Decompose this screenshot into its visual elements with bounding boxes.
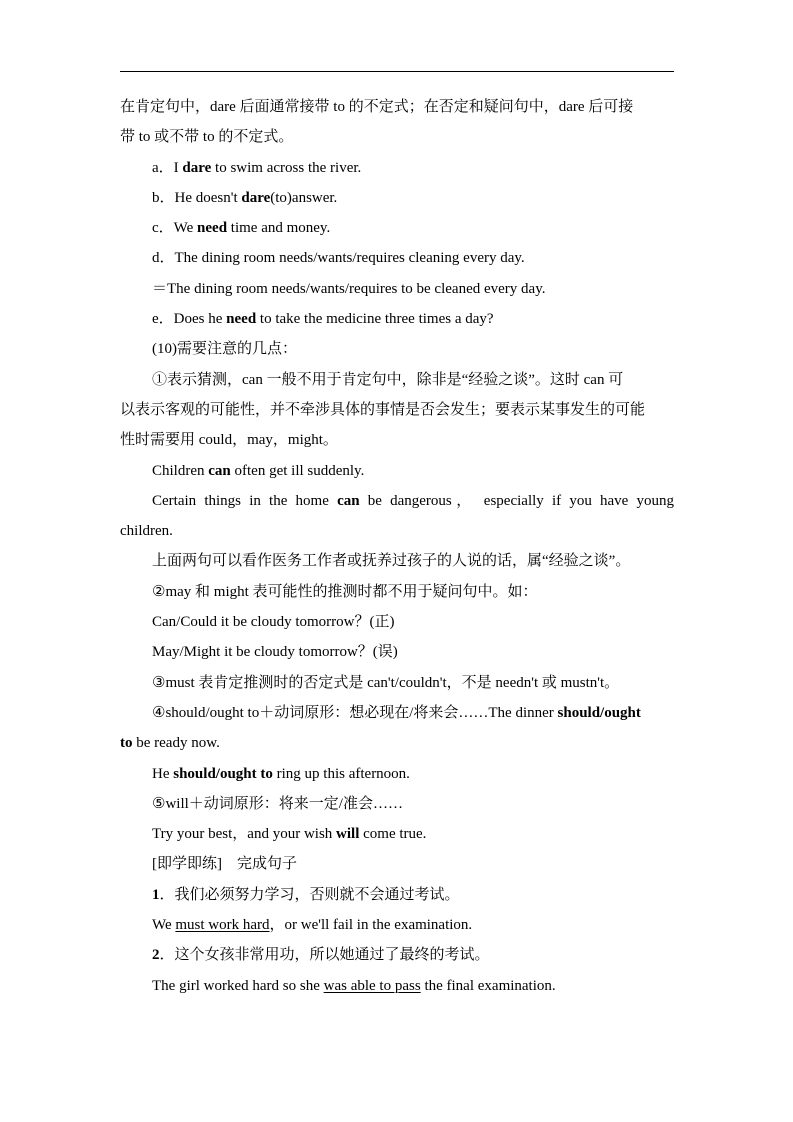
- example-line: ＝The dining room needs/wants/requires to be cleaned every day.: [152, 280, 546, 297]
- text-line: 带 to 或不带 to 的不定式。: [120, 129, 294, 146]
- header-rule: [120, 71, 674, 72]
- text-line: ③must 表肯定推测时的否定式是 can't/couldn't，不是 needn't 或 mustn't。: [152, 674, 620, 691]
- exercise-question: 2．这个女孩非常用功，所以她通过了最终的考试。: [152, 947, 490, 964]
- text-line: ①表示猜测，can 一般不用于肯定句中，除非是“经验之谈”。这时 can 可: [152, 371, 624, 388]
- text-line: 以表示客观的可能性，并不牵涉具体的事情是否会发生；要表示某事发生的可能: [120, 401, 646, 418]
- text-line: ④should/ought to＋动词原形：想必现在/将来会……The dinner should/ought: [152, 704, 641, 721]
- exercise-answer: The girl worked hard so she was able to pass the final examination.: [152, 977, 556, 994]
- example-line: b．He doesn't dare(to)answer.: [152, 189, 338, 206]
- section-heading: (10)需要注意的几点：: [152, 341, 297, 358]
- example-line: May/Might it be cloudy tomorrow？(误): [152, 644, 398, 661]
- text-line: 性时需要用 could，may，might。: [120, 432, 338, 449]
- text-line: ②may 和 might 表可能性的推测时都不用于疑问句中。如：: [152, 583, 538, 600]
- text-line: 在肯定句中，dare 后面通常接带 to 的不定式；在否定和疑问句中，dare 后可接: [120, 99, 634, 115]
- text-line: ⑤will＋动词原形：将来一定/准会……: [152, 795, 403, 812]
- example-line: Certain things in the home can be dangerous， especially if you have young: [152, 492, 675, 509]
- example-line: Try your best，and your wish will come true.: [152, 826, 427, 843]
- example-line: d．The dining room needs/wants/requires cleaning every day.: [152, 250, 525, 267]
- example-line: He should/ought to ring up this afternoon.: [152, 765, 410, 782]
- example-line: Children can often get ill suddenly.: [152, 462, 365, 479]
- exercise-heading: [即学即练] 完成句子: [152, 856, 297, 873]
- example-line: c．We need time and money.: [152, 220, 331, 237]
- text-line: 上面两句可以看作医务工作者或抚养过孩子的人说的话，属“经验之谈”。: [152, 553, 631, 570]
- exercise-answer: We must work hard，or we'll fail in the examination.: [152, 917, 473, 934]
- exercise-question: 1．我们必须努力学习，否则就不会通过考试。: [152, 886, 460, 903]
- example-line: a．I dare to swim across the river.: [152, 159, 362, 176]
- example-line: e．Does he need to take the medicine three times a day?: [152, 311, 494, 328]
- example-line: Can/Could it be cloudy tomorrow？(正): [152, 614, 395, 631]
- document-body: [120, 92, 674, 1001]
- text-line: to be ready now.: [120, 735, 220, 752]
- example-line: children.: [120, 523, 173, 540]
